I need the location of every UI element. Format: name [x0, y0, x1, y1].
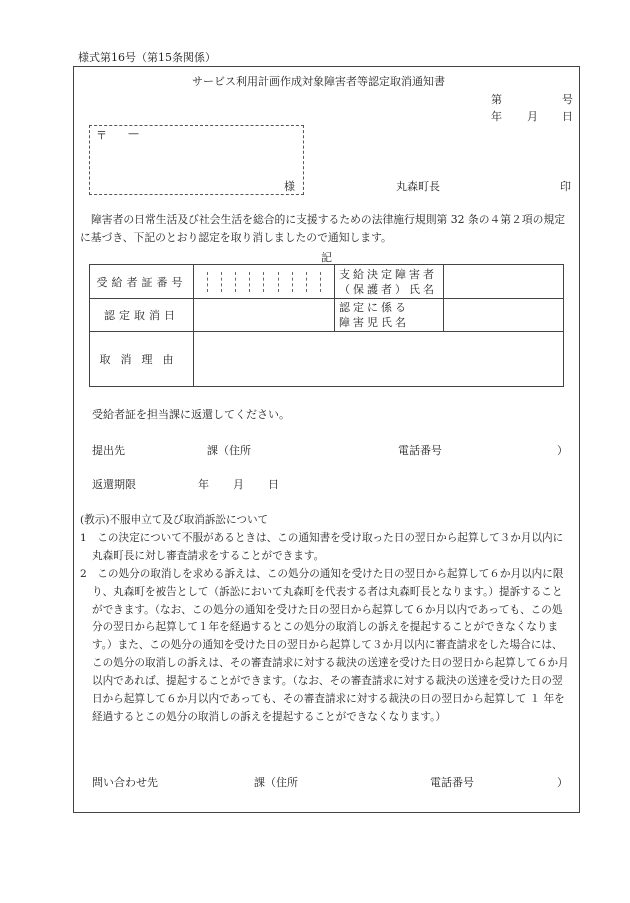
recipient-number-field: [194, 265, 335, 299]
reason-label: 取消理由: [90, 332, 194, 387]
form-id: 様式第16号（第15条関係）: [78, 51, 216, 64]
deadline-year: 年: [198, 478, 209, 491]
number-go: 号: [562, 93, 573, 106]
child-name-field: [444, 299, 564, 332]
decision-person-label-2: （保護者）氏名: [339, 282, 437, 296]
submit-dept: 課（住所: [207, 444, 251, 457]
instruction-item-1: 1 この決定について不服があるときは、この通知書を受け取った日の翌日から起算して３か月以内に丸森町長に対し審査請求をすることができます。: [80, 531, 564, 562]
recipient-number-label: 受給者証番号: [90, 265, 194, 299]
return-notice: 受給者証を担当課に返還してください。: [92, 408, 290, 421]
cancel-date-label: 認定取消日: [90, 299, 194, 332]
decision-person-label-1: 支給決定障害者: [339, 267, 437, 281]
instruction-item-2: 2 この処分の取消しを求める訴えは、この処分の通知を受けた日の翌日から起算して６か月以内に限り、丸森町を被告として（訴訟において丸森町を代表する者は丸森町長となります。）提訴することができます。（なお、この処分の通知を受けた日の翌日から起算して６か月以内であっても、この処分の翌日から起算して１年を経過するとこの処分の取消しの訴えを提起することができなくなります。）また、この処分の通知を受けた日の翌日から起算して３か月以内に審査請求をした場合には、この処分の取消しの訴えは、その審査請求に対する裁決の送達を受けた日の翌日から起算して６か月以内であれば、提起することができます。（なお、その審査請求に対する裁決の送達を受けた日の翌日から起算して６か月以内であっても、その審査請求に対する裁決の日の翌日から起算して １ 年を経過するとこの処分の取消しの訴えを提起することができなくなります。）: [80, 567, 569, 723]
decision-person-field: [444, 265, 564, 299]
address-sama: 様: [284, 180, 295, 193]
instruction-section: [80, 512, 572, 727]
decision-person-label: [335, 265, 444, 299]
deadline-month: 月: [233, 478, 244, 491]
contact-close: ）: [557, 776, 568, 789]
child-name-label-1: 認定に係る: [339, 301, 409, 314]
submit-phone: 電話番号: [398, 444, 442, 457]
submit-close: ）: [557, 444, 568, 457]
contact-dept: 課（住所: [254, 776, 298, 789]
date-day: 日: [562, 110, 573, 123]
info-table: [89, 264, 564, 387]
number-dai: 第: [491, 93, 502, 106]
cancel-date-field: [194, 299, 335, 332]
instruction-heading: (教示)不服申立て及び取消訴訟について: [80, 514, 269, 526]
deadline-label: 返還期限: [92, 478, 136, 491]
date-year: 年: [491, 110, 502, 123]
contact-phone: 電話番号: [430, 776, 474, 789]
contact-label: 問い合わせ先: [92, 776, 158, 789]
seal-mark: 印: [560, 180, 571, 193]
child-name-label: [335, 299, 444, 332]
body-text: 障害者の日常生活及び社会生活を総合的に支援するための法律施行規則第 32 条の４第２項の規定に基づき、下記のとおり認定を取り消しましたので通知します。: [80, 213, 566, 244]
document-title: サービス利用計画作成対象障害者等認定取消通知書: [192, 75, 445, 88]
date-month: 月: [527, 110, 538, 123]
address-box: [89, 125, 304, 195]
ki-label: 記: [321, 251, 332, 264]
deadline-day: 日: [268, 478, 279, 491]
child-name-label-2: 障害児氏名: [339, 316, 409, 329]
reason-field: [194, 332, 564, 387]
postal-dash: —: [128, 127, 139, 140]
sender-title: 丸森町長: [396, 180, 440, 193]
postal-mark: 〒: [96, 129, 107, 142]
submit-label: 提出先: [92, 444, 125, 457]
